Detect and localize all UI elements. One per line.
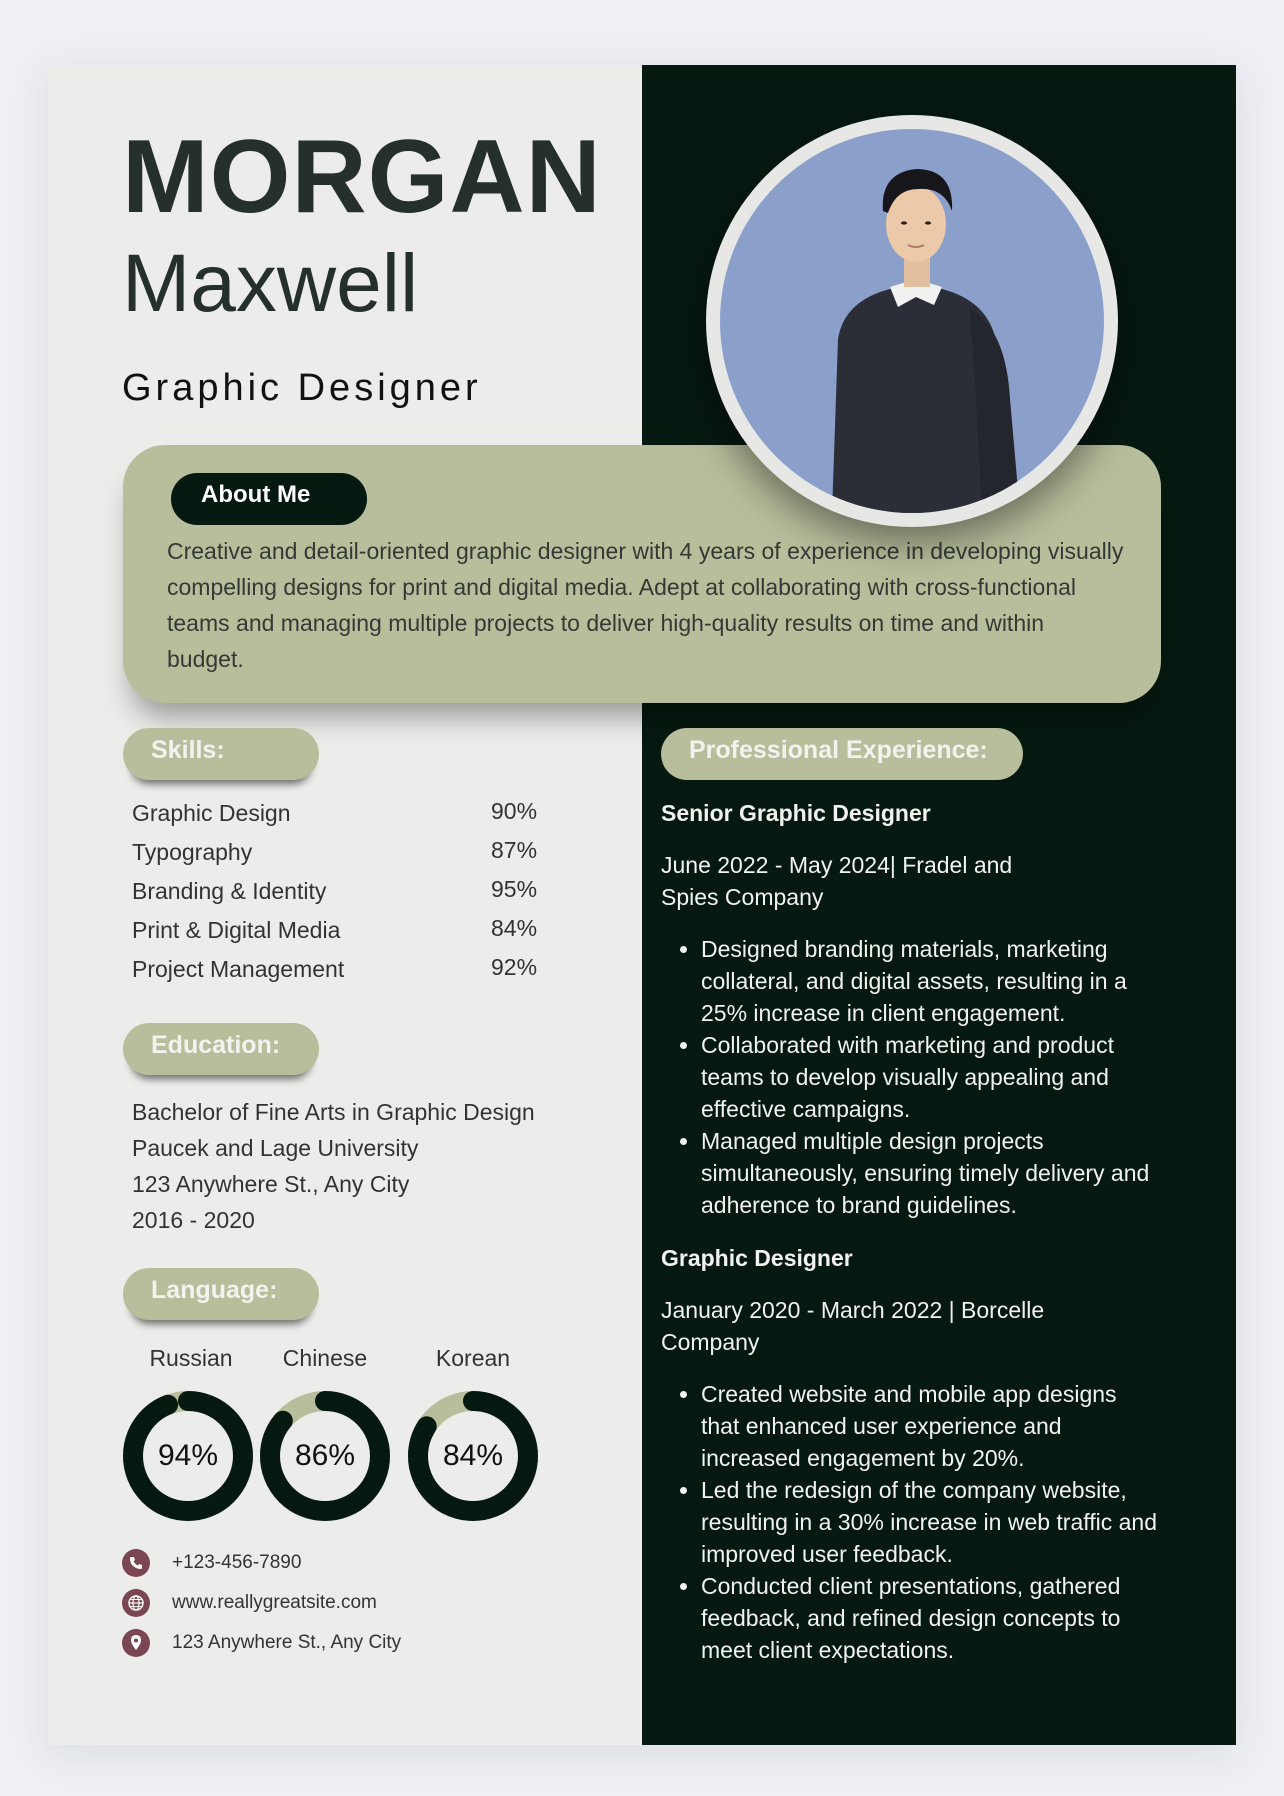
job-bullets [661, 1378, 1161, 1666]
job-title: Graphic Designer [122, 367, 482, 409]
phone-icon [122, 1549, 150, 1577]
skill-name: Project Management [132, 956, 345, 982]
skill-name: Graphic Design [132, 800, 291, 826]
skill-percent: 87% [491, 837, 538, 863]
skill-percent: 84% [491, 915, 538, 941]
education-degree: Bachelor of Fine Arts in Graphic Design [132, 1099, 535, 1125]
about-heading: About Me [171, 473, 367, 525]
education-school: Paucek and Lage University [132, 1135, 419, 1161]
website-link[interactable]: www.reallygreatsite.com [172, 1592, 377, 1613]
skill-name: Print & Digital Media [132, 917, 341, 943]
skill-row [132, 800, 542, 839]
job-bullet: • Managed multiple design projects simultaneously, ensuring timely delivery and adherence to brand guidelines. [701, 1125, 1161, 1221]
profile-photo-frame [706, 115, 1118, 527]
first-name: MORGAN [122, 119, 602, 235]
job-company-line: Company [661, 1329, 760, 1355]
skill-row [132, 917, 542, 956]
job-bullet: • Conducted client presentations, gathered feedback, and refined design concepts to meet client expectations. [701, 1570, 1161, 1666]
language-name: Russian [149, 1345, 233, 1371]
language-percent: 94% [157, 1439, 219, 1472]
language-heading: Language: [123, 1268, 319, 1320]
job-date-line: June 2022 - May 2024| Fradel and [661, 852, 1013, 878]
language-percent: 86% [294, 1439, 356, 1472]
location-pin-icon [122, 1629, 150, 1657]
job-date-line: January 2020 - March 2022 | Borcelle [661, 1297, 1045, 1323]
job-bullet: • Created website and mobile app designs that enhanced user experience and increased engagement by 20%. [701, 1378, 1161, 1474]
education-heading: Education: [123, 1023, 319, 1075]
job-bullets [661, 933, 1161, 1221]
skill-row [132, 956, 542, 995]
job-company-line: Spies Company [661, 884, 824, 910]
skill-name: Typography [132, 839, 253, 865]
skills-list [132, 800, 542, 995]
profile-photo [720, 129, 1104, 513]
person-illustration [720, 129, 1104, 513]
job-role: Graphic Designer [661, 1245, 853, 1271]
job-role: Senior Graphic Designer [661, 800, 931, 826]
skill-percent: 92% [491, 954, 538, 980]
experience-item [661, 1245, 1161, 1666]
language-percent: 84% [442, 1439, 504, 1472]
job-bullet: • Collaborated with marketing and product teams to develop visually appealing and effective campaigns. [701, 1029, 1161, 1125]
language-donut [408, 1391, 538, 1521]
resume-page [48, 65, 1236, 1745]
skill-row [132, 839, 542, 878]
education-years: 2016 - 2020 [132, 1207, 255, 1233]
education-block [132, 1099, 535, 1243]
skill-name: Branding & Identity [132, 878, 327, 904]
experience-heading: Professional Experience: [661, 728, 1023, 780]
job-bullet: • Led the redesign of the company website, resulting in a 30% increase in web traffic and improved user feedback. [701, 1474, 1161, 1570]
language-name: Korean [435, 1345, 511, 1371]
language-name: Chinese [282, 1345, 368, 1371]
education-address: 123 Anywhere St., Any City [132, 1171, 410, 1197]
skill-percent: 90% [491, 798, 538, 824]
skill-percent: 95% [491, 876, 538, 902]
skills-heading: Skills: [123, 728, 319, 780]
globe-icon [122, 1589, 150, 1617]
language-donut [260, 1391, 390, 1521]
last-name: Maxwell [122, 238, 419, 329]
skill-row [132, 878, 542, 917]
phone-number: +123-456-7890 [172, 1552, 302, 1573]
job-bullet: • Designed branding materials, marketing collateral, and digital assets, resulting in a 25% increase in client engagement. [701, 933, 1161, 1029]
language-donut [123, 1391, 253, 1521]
address-text: 123 Anywhere St., Any City [172, 1632, 402, 1653]
about-text: Creative and detail-oriented graphic designer with 4 years of experience in developing visually compelling designs for print and digital media. Adept at collaborating with cross-functional teams and managing multiple projects to deliver high-quality results on time and within budget. [167, 538, 1124, 672]
experience-item [661, 800, 1161, 1221]
